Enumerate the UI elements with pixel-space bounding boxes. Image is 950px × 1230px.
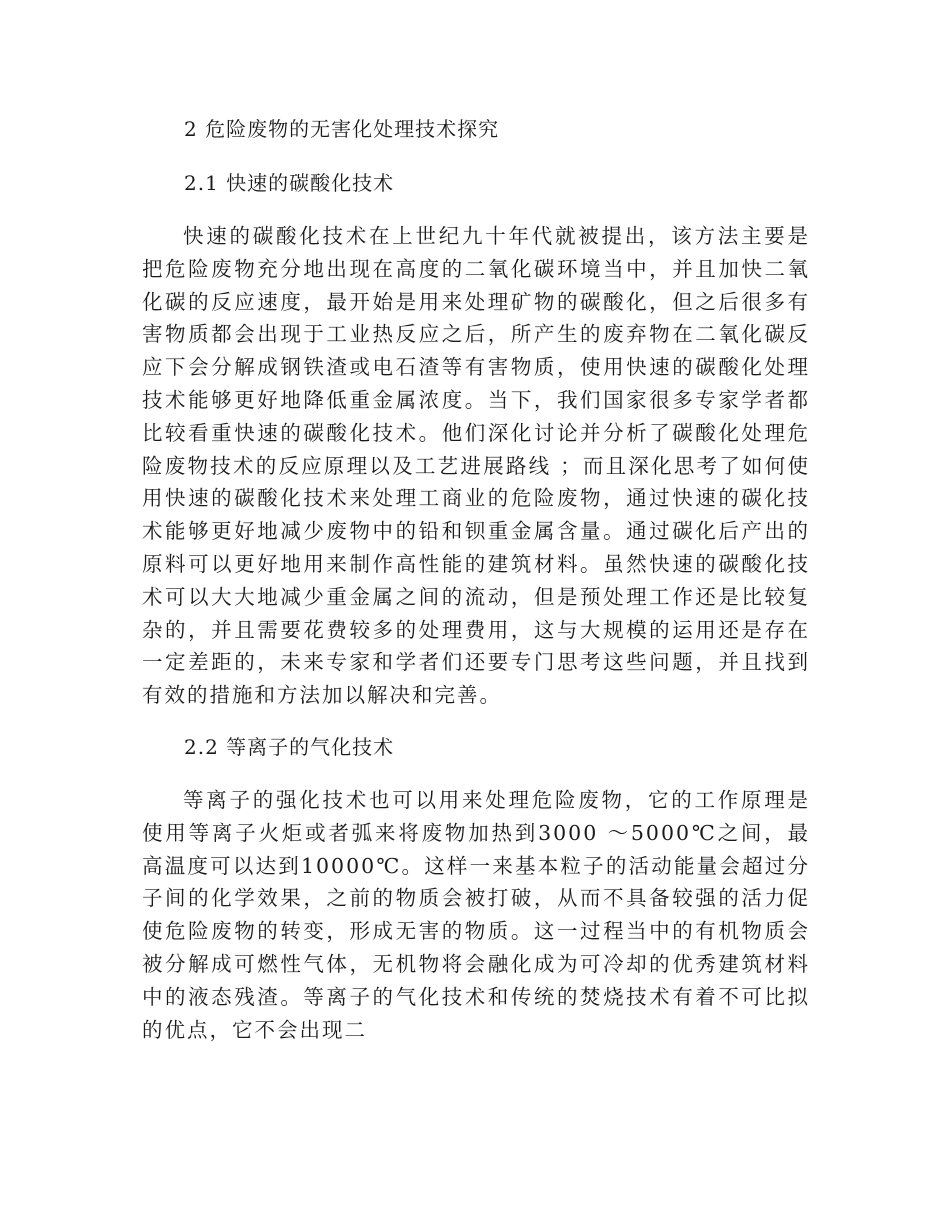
subsection-heading-2-2: 2.2 等离子的气化技术 [184, 734, 395, 759]
document-page [142, 112, 810, 1064]
paragraph-carbonation: 快速的碳酸化技术在上世纪九十年代就被提出，该方法主要是把危险废物充分地出现在高度的二氧化碳环境当中，并且加快二氧化碳的反应速度，最开始是用来处理矿物的碳酸化，但之后很多有害物质都会出现于工业热反应之后，所产生的废弃物在二氧化碳反应下会分解成钢铁渣或电石渣等有害物质，使用快速的碳酸化处理技术能够更好地降低重金属浓度。当下，我们国家很多专家学者都比较看重快速的碳酸化技术。他们深化讨论并分析了碳酸化处理危险废物技术的反应原理以及工艺进展路线 ；而且深化思考了如何使用快速的碳酸化技术来处理工商业的危险废物，通过快速的碳化技术能够更好地减少废物中的铅和钡重金属含量。通过碳化后产出的原料可以更好地用来制作高性能的建筑材料。虽然快速的碳酸化技术可以大大地减少重金属之间的流动，但是预处理工作还是比较复杂的，并且需要花费较多的处理费用，这与大规模的运用还是存在一定差距的，未来专家和学者们还要专门思考这些问题，并且找到有效的措施和方法加以解决和完善。 [142, 224, 810, 708]
section-heading: 2 危险废物的无害化处理技术探究 [184, 117, 500, 141]
subsection-heading-2-1: 2.1 快速的碳酸化技术 [184, 171, 395, 195]
paragraph-plasma-gasification: 等离子的强化技术也可以用来处理危险废物，它的工作原理是使用等离子火炬或者弧来将废物加热到3000 ～5000℃之间，最高温度可以达到10000℃。这样一来基本粒子的活动能量会超过分子间的化学效果，之前的物质会被打破，从而不具备较强的活力促使危险废物的转变，形成无害的物质。这一过程当中的有机物质会被分解成可燃性气体，无机物将会融化成为可冷却的优秀建筑材料中的液态残渣。等离子的气化技术和传统的焚烧技术有着不可比拟的优点，它不会出现二 [142, 787, 810, 1042]
